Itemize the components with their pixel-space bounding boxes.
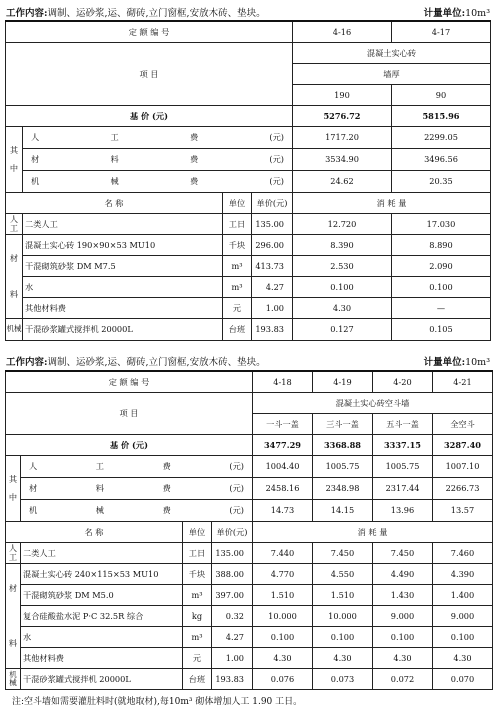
resource-quantity: 9.000 <box>433 606 493 627</box>
material-cost: 2458.16 <box>253 478 313 500</box>
material-cost: 3496.56 <box>392 149 491 171</box>
resource-name: 二类人工 <box>23 214 223 235</box>
machine-cost-label: 机 械 费 (元) <box>23 171 293 193</box>
resource-unit: 千块 <box>223 235 252 256</box>
resource-price: 1.00 <box>252 298 293 319</box>
base-price: 3368.88 <box>313 435 373 456</box>
resource-price: 1.00 <box>212 648 253 669</box>
resource-unit: 台班 <box>223 319 252 341</box>
category-material: 材 料 <box>6 564 21 669</box>
resource-quantity: 0.100 <box>313 627 373 648</box>
resource-quantity: 1.430 <box>373 585 433 606</box>
column-unit-header: 单位 <box>223 193 252 214</box>
resource-quantity: 0.100 <box>392 277 491 298</box>
category-labor: 人工 <box>6 543 21 564</box>
bond-type: 五斗一盖 <box>373 414 433 435</box>
base-price: 5815.96 <box>392 106 491 127</box>
resource-quantity: 4.30 <box>433 648 493 669</box>
resource-quantity: 4.770 <box>253 564 313 585</box>
resource-price: 296.00 <box>252 235 293 256</box>
item-label: 项 目 <box>6 393 253 435</box>
resource-unit: m³ <box>183 585 212 606</box>
resource-quantity: 7.450 <box>373 543 433 564</box>
section2-unit: 计量单位:10m³ <box>423 357 490 368</box>
column-price-header: 单价(元) <box>252 193 293 214</box>
resource-unit: 千块 <box>183 564 212 585</box>
resource-quantity: 4.490 <box>373 564 433 585</box>
resource-quantity: 0.100 <box>373 627 433 648</box>
material-cost: 3534.90 <box>293 149 392 171</box>
resource-price: 193.83 <box>212 669 253 690</box>
machine-cost: 13.57 <box>433 500 493 522</box>
column-price-header: 单价(元) <box>212 522 253 543</box>
resource-name: 其他材料费 <box>21 648 183 669</box>
material-cost: 2317.44 <box>373 478 433 500</box>
resource-price: 4.27 <box>252 277 293 298</box>
quota-code: 4-16 <box>293 21 392 43</box>
resource-quantity: 0.100 <box>253 627 313 648</box>
resource-quantity: 2.530 <box>293 256 392 277</box>
resource-quantity: 8.390 <box>293 235 392 256</box>
machine-cost-label: 机 械 费 (元) <box>21 500 253 522</box>
resource-unit: 工日 <box>183 543 212 564</box>
of-which-label: 其 中 <box>6 456 21 522</box>
column-name-header: 名 称 <box>6 522 183 543</box>
column-name-header: 名 称 <box>6 193 223 214</box>
base-price: 5276.72 <box>293 106 392 127</box>
resource-price: 413.73 <box>252 256 293 277</box>
resource-name: 二类人工 <box>21 543 183 564</box>
resource-quantity: 4.30 <box>373 648 433 669</box>
quota-code: 4-20 <box>373 371 433 393</box>
wall-thickness: 90 <box>392 85 491 106</box>
resource-name: 其他材料费 <box>23 298 223 319</box>
resource-name: 干混砂浆罐式搅拌机 20000L <box>21 669 183 690</box>
section2-header <box>0 354 498 368</box>
resource-quantity: 7.460 <box>433 543 493 564</box>
resource-quantity: 8.890 <box>392 235 491 256</box>
section2-work-content: 工作内容:调制、运砂浆,运、砌砖,立门窗框,安放木砖、垫块。 <box>6 357 266 368</box>
resource-quantity: 4.550 <box>313 564 373 585</box>
labor-cost: 1004.40 <box>253 456 313 478</box>
group-header: 混凝土实心砖空斗墙 <box>253 393 493 414</box>
resource-unit: m³ <box>223 277 252 298</box>
resource-quantity: 12.720 <box>293 214 392 235</box>
resource-quantity: 7.450 <box>313 543 373 564</box>
resource-price: 193.83 <box>252 319 293 341</box>
resource-quantity: 0.072 <box>373 669 433 690</box>
bond-type: 三斗一盖 <box>313 414 373 435</box>
resource-name: 水 <box>21 627 183 648</box>
machine-cost: 20.35 <box>392 171 491 193</box>
resource-quantity: 0.100 <box>293 277 392 298</box>
wall-thickness: 190 <box>293 85 392 106</box>
material-cost: 2348.98 <box>313 478 373 500</box>
resource-unit: 台班 <box>183 669 212 690</box>
resource-quantity: 1.510 <box>313 585 373 606</box>
resource-quantity: 17.030 <box>392 214 491 235</box>
resource-quantity: 4.30 <box>313 648 373 669</box>
resource-name: 干混砂浆罐式搅拌机 20000L <box>23 319 223 341</box>
resource-name: 水 <box>23 277 223 298</box>
category-labor: 人工 <box>6 214 23 235</box>
labor-cost: 1717.20 <box>293 127 392 149</box>
bond-type: 一斗一盖 <box>253 414 313 435</box>
section1-work-content: 工作内容:调制、运砂浆,运、砌砖,立门窗框,安放木砖、垫块。 <box>6 8 266 19</box>
resource-quantity: 2.090 <box>392 256 491 277</box>
quota-code: 4-18 <box>253 371 313 393</box>
labor-cost-label: 人 工 费 (元) <box>21 456 253 478</box>
resource-name: 复合硅酸盐水泥 P·C 32.5R 综合 <box>21 606 183 627</box>
resource-quantity: — <box>392 298 491 319</box>
resource-name: 干混砌筑砂浆 DM M7.5 <box>23 256 223 277</box>
resource-price: 397.00 <box>212 585 253 606</box>
resource-unit: 元 <box>223 298 252 319</box>
quota-number-label: 定 额 编 号 <box>6 371 253 393</box>
resource-unit: kg <box>183 606 212 627</box>
resource-quantity: 0.127 <box>293 319 392 341</box>
material-cost-label: 材 料 费 (元) <box>23 149 293 171</box>
footnote: 注:空斗墙如需要灌肚料时(就地取材),每10m³ 砌体增加人工 1.90 工日。 <box>12 697 303 707</box>
of-which-label: 其 中 <box>6 127 23 193</box>
resource-quantity: 0.070 <box>433 669 493 690</box>
quota-code: 4-17 <box>392 21 491 43</box>
labor-cost: 1007.10 <box>433 456 493 478</box>
resource-unit: 元 <box>183 648 212 669</box>
resource-unit: m³ <box>183 627 212 648</box>
labor-cost: 1005.75 <box>313 456 373 478</box>
resource-price: 135.00 <box>252 214 293 235</box>
resource-name: 干混砌筑砂浆 DM M5.0 <box>21 585 183 606</box>
quota-code: 4-19 <box>313 371 373 393</box>
resource-quantity: 9.000 <box>373 606 433 627</box>
resource-name: 混凝土实心砖 240×115×53 MU10 <box>21 564 183 585</box>
base-price: 3287.40 <box>433 435 493 456</box>
section1-unit: 计量单位:10m³ <box>423 8 490 19</box>
resource-quantity: 4.390 <box>433 564 493 585</box>
category-material: 材 料 <box>6 235 23 319</box>
resource-price: 0.32 <box>212 606 253 627</box>
machine-cost: 13.96 <box>373 500 433 522</box>
item-label: 项 目 <box>6 43 293 106</box>
material-cost: 2266.73 <box>433 478 493 500</box>
machine-cost: 14.73 <box>253 500 313 522</box>
material-cost-label: 材 料 费 (元) <box>21 478 253 500</box>
labor-cost: 1005.75 <box>373 456 433 478</box>
machine-cost: 24.62 <box>293 171 392 193</box>
resource-name: 混凝土实心砖 190×90×53 MU10 <box>23 235 223 256</box>
column-unit-header: 单位 <box>183 522 212 543</box>
column-consumption-header: 消 耗 量 <box>253 522 493 543</box>
section1-quota-table <box>5 20 491 341</box>
resource-quantity: 1.510 <box>253 585 313 606</box>
resource-price: 388.00 <box>212 564 253 585</box>
resource-price: 135.00 <box>212 543 253 564</box>
subgroup-header: 墙厚 <box>293 64 491 85</box>
group-header: 混凝土实心砖 <box>293 43 491 64</box>
resource-quantity: 1.400 <box>433 585 493 606</box>
labor-cost-label: 人 工 费 (元) <box>23 127 293 149</box>
base-price-label: 基 价 (元) <box>6 435 253 456</box>
base-price: 3477.29 <box>253 435 313 456</box>
resource-quantity: 10.000 <box>253 606 313 627</box>
category-machine: 机械 <box>6 319 23 341</box>
resource-quantity: 0.100 <box>433 627 493 648</box>
section1-header <box>0 5 498 19</box>
column-consumption-header: 消 耗 量 <box>293 193 491 214</box>
quota-code: 4-21 <box>433 371 493 393</box>
resource-price: 4.27 <box>212 627 253 648</box>
base-price-label: 基 价 (元) <box>6 106 293 127</box>
machine-cost: 14.15 <box>313 500 373 522</box>
resource-quantity: 4.30 <box>293 298 392 319</box>
resource-quantity: 7.440 <box>253 543 313 564</box>
section2-quota-table <box>5 370 493 690</box>
resource-quantity: 0.073 <box>313 669 373 690</box>
resource-quantity: 4.30 <box>253 648 313 669</box>
resource-quantity: 10.000 <box>313 606 373 627</box>
quota-number-label: 定 额 编 号 <box>6 21 293 43</box>
resource-quantity: 0.105 <box>392 319 491 341</box>
labor-cost: 2299.05 <box>392 127 491 149</box>
resource-quantity: 0.076 <box>253 669 313 690</box>
resource-unit: 工日 <box>223 214 252 235</box>
resource-unit: m³ <box>223 256 252 277</box>
category-machine: 机械 <box>6 669 21 690</box>
base-price: 3337.15 <box>373 435 433 456</box>
bond-type: 全空斗 <box>433 414 493 435</box>
